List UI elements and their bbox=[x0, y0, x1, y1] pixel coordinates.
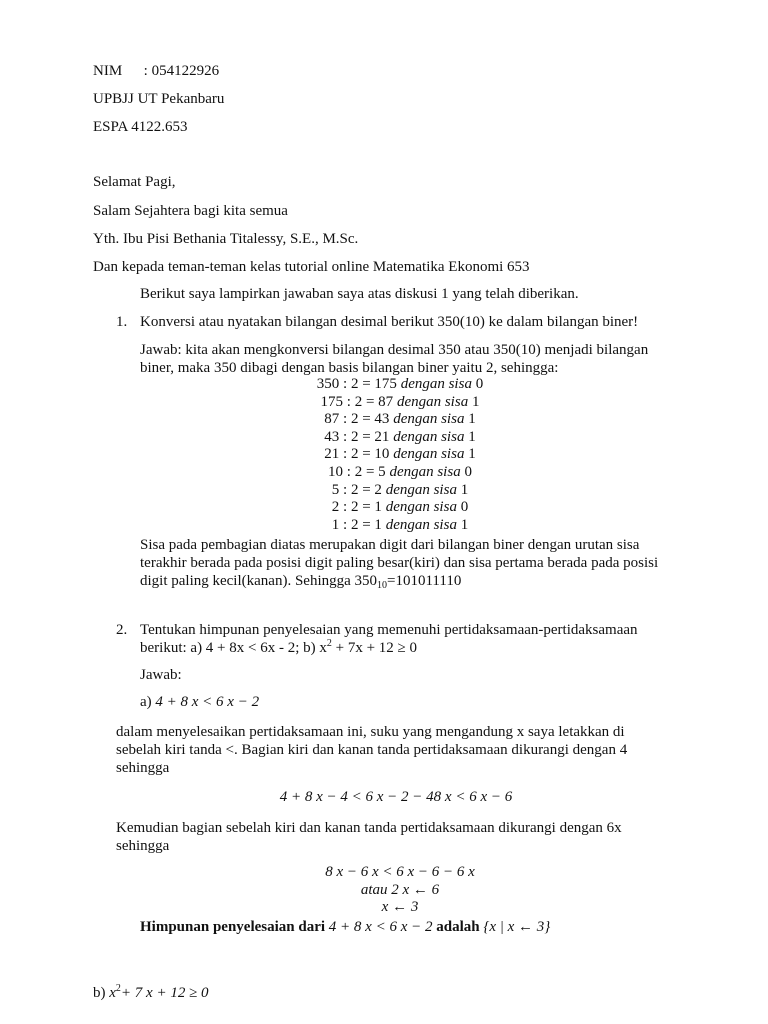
classmates-line: Dan kepada teman-teman kelas tutorial online Matematika Ekonomi 653 bbox=[93, 259, 530, 275]
division-row: 43 : 2 = 21 dengan sisa 1 bbox=[324, 429, 476, 445]
division-row: 87 : 2 = 43 dengan sisa 1 bbox=[324, 411, 476, 427]
division-row: 1 : 2 = 1 dengan sisa 1 bbox=[331, 517, 469, 533]
q1-conclusion-line-2: terakhir berada pada posisi digit paling besar(kiri) dan sisa pertama berada pada posisi bbox=[140, 555, 659, 571]
q1-question: Konversi atau nyatakan bilangan desimal berikut 350(10) ke dalam bilangan biner! bbox=[140, 314, 639, 330]
upbjj-line: UPBJJ UT Pekanbaru bbox=[93, 91, 225, 107]
addressee-line: Yth. Ibu Pisi Bethania Titalessy, S.E., M.Sc. bbox=[93, 231, 359, 247]
q1-number: 1. bbox=[116, 314, 128, 330]
division-row: 2 : 2 = 1 dengan sisa 0 bbox=[331, 499, 469, 515]
q1-conclusion-text: digit paling kecil(kanan). Sehingga bbox=[140, 573, 351, 589]
q2-explain2-line-1: Kemudian bagian sebelah kiri dan kanan tanda pertidaksamaan dikurangi dengan 6x bbox=[116, 820, 622, 836]
greeting-line: Selamat Pagi, bbox=[93, 174, 176, 190]
division-row: 350 : 2 = 175 dengan sisa 0 bbox=[316, 376, 484, 392]
q1-result: $350_{10}=101011110$ bbox=[354, 573, 462, 591]
q2-question-line-1: Tentukan himpunan penyelesaian yang memenuhi pertidaksamaan-pertidaksamaan bbox=[140, 622, 638, 638]
salutation-line: Salam Sejahtera bagi kita semua bbox=[93, 203, 288, 219]
course-line: ESPA 4122.653 bbox=[93, 119, 188, 135]
q2-question-line-2: berikut: a) 4 + 8x < 6x - 2; b) $x^2 + 7x + 12 \ge 0$ bbox=[140, 638, 418, 656]
nim-value: : 054122926 bbox=[143, 63, 220, 79]
q2-jawab: Jawab: bbox=[140, 667, 182, 683]
intro-line: Berikut saya lampirkan jawaban saya atas diskusi 1 yang telah diberikan. bbox=[140, 286, 579, 302]
q2-explain2-line-2: sehingga bbox=[116, 838, 170, 854]
nim-line bbox=[93, 62, 219, 80]
q2-step-3: atau 2 x ← 6 bbox=[360, 882, 440, 898]
q2-part-b: b) $x^2+ 7$ x + 12 ≥ 0 bbox=[93, 983, 209, 1001]
q2-solution: Himpunan penyelesaian dari 4 + 8 x < 6 x − 2 adalah {x | x ← 3} bbox=[140, 919, 551, 935]
q2-part-a: a) 4 + 8 x < 6 x − 2 bbox=[140, 694, 260, 710]
division-row: 21 : 2 = 10 dengan sisa 1 bbox=[324, 446, 476, 462]
q2-step-1: 4 + 8 x − 4 < 6 x − 2 − 48 x < 6 x − 6 bbox=[279, 789, 513, 805]
q1-answer-line-1: Jawab: kita akan mengkonversi bilangan desimal 350 atau 350(10) menjadi bilangan bbox=[140, 342, 649, 358]
q2-number: 2. bbox=[116, 622, 128, 638]
nim-label: NIM bbox=[93, 63, 123, 79]
division-row: 5 : 2 = 2 dengan sisa 1 bbox=[331, 482, 469, 498]
q2-explain1-line-2: sebelah kiri tanda <. Bagian kiri dan kanan tanda pertidaksamaan dikurangi dengan 4 bbox=[116, 742, 628, 758]
q1-conclusion-line-1: Sisa pada pembagian diatas merupakan digit dari bilangan biner dengan urutan sisa bbox=[140, 537, 640, 553]
q2-step-2: 8 x − 6 x < 6 x − 6 − 6 x bbox=[325, 864, 475, 880]
division-row: 175 : 2 = 87 dengan sisa 1 bbox=[320, 394, 480, 410]
q1-conclusion-line-3 bbox=[140, 572, 461, 590]
q2-explain1-line-3: sehingga bbox=[116, 760, 170, 776]
q1-answer-line-2: biner, maka 350 dibagi dengan basis bilangan biner yaitu 2, sehingga: bbox=[140, 360, 559, 376]
q2-explain1-line-1: dalam menyelesaikan pertidaksamaan ini, suku yang mengandung x saya letakkan di bbox=[116, 724, 625, 740]
division-row: 10 : 2 = 5 dengan sisa 0 bbox=[328, 464, 472, 480]
q2-step-4: x ← 3 bbox=[381, 899, 419, 915]
